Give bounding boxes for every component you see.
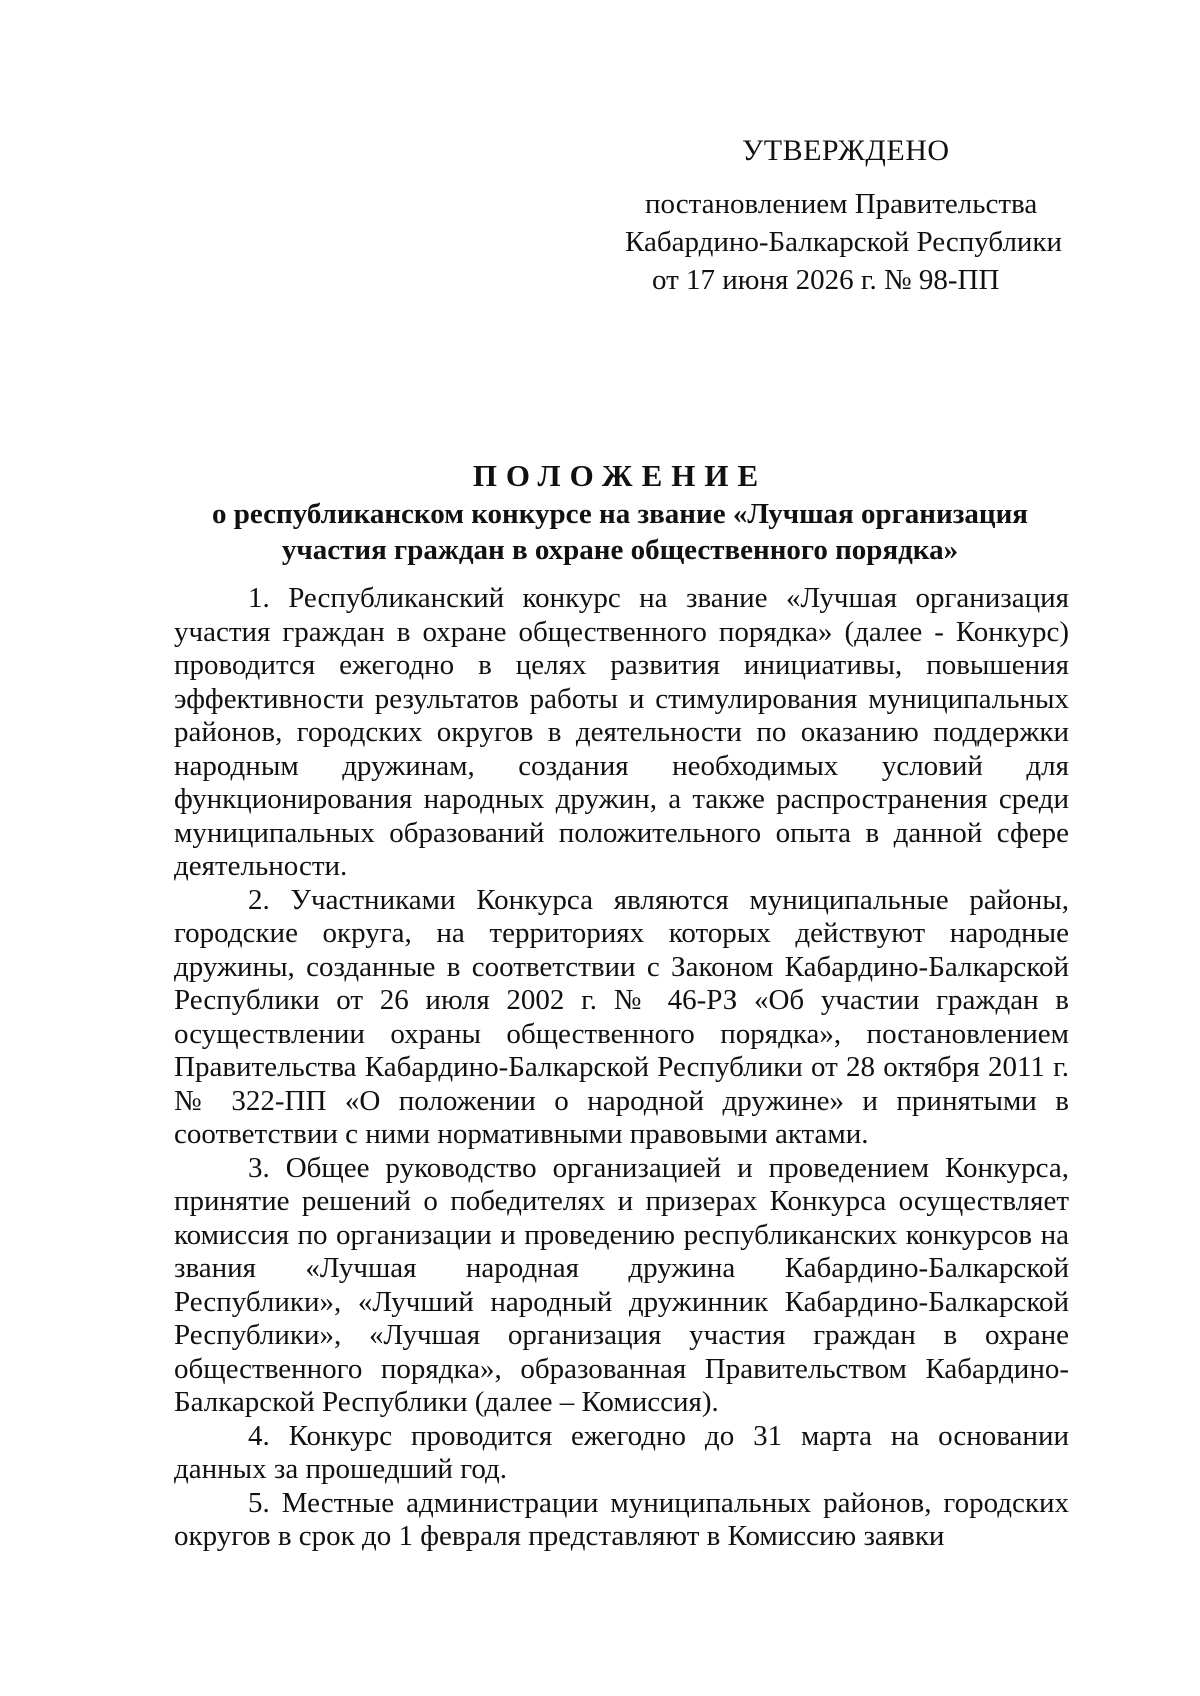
document-body: [174, 582, 1069, 1554]
paragraph-1: 1. Республиканский конкурс на звание «Лучшая организация участия граждан в охране общественного порядка» (далее - Конкурс) проводится ежегодно в целях развития инициативы, повышения эффективности результатов работы и стимулирования муниципальных районов, городских округов в деятельности по оказанию поддержки народным дружинам, создания необходимых условий для функционирования народных дружин, а также распространения среди муниципальных образований положительного опыта в данной сфере деятельности.: [174, 582, 1069, 882]
approval-decree-line: постановлением Правительства: [645, 188, 1038, 220]
approval-block: [625, 132, 1085, 299]
paragraph-4: 4. Конкурс проводится ежегодно до 31 марта на основании данных за прошедший год.: [174, 1419, 1069, 1485]
document-title: ПОЛОЖЕНИЕ: [472, 458, 768, 493]
paragraph-3: 3. Общее руководство организацией и проведением Конкурса, принятие решений о победителях и призерах Конкурса осуществляет комиссия по организации и проведению республиканских конкурсов на звания «Лучшая народная дружина Кабардино-Балкарской Республики», «Лучший народный дружинник Кабардино-Балкарской Республики», «Лучшая организация участия граждан в охране общественного порядка», образованная Правительством Кабардино-Балкарской Республики (далее – Комиссия).: [174, 1151, 1069, 1418]
approval-date-line: от 17 июня 2026 г. № 98-ПП: [652, 264, 1000, 296]
paragraph-2: 2. Участниками Конкурса являются муниципальные районы, городские округа, на территориях которых действуют народные дружины, созданные в соответствии с Законом Кабардино-Балкарской Республики от 26 июля 2002 г. № 46-РЗ «Об участии граждан в осуществлении охраны общественного порядка», постановлением Правительства Кабардино-Балкарской Республики от 28 октября 2011 г. № 322-ПП «О положении о народной дружине» и принятыми в соответствии с ними нормативными правовыми актами.: [174, 883, 1069, 1150]
document-subtitle-line-1: о республиканском конкурсе на звание «Лучшая организация: [212, 498, 1028, 530]
paragraph-5: 5. Местные администрации муниципальных районов, городских округов в срок до 1 февраля представляют в Комиссию заявки: [174, 1486, 1069, 1552]
document-subtitle-line-2: участия граждан в охране общественного порядка»: [281, 534, 959, 566]
document-title-block: [170, 458, 1070, 568]
approval-stamp: УТВЕРЖДЕНО: [742, 134, 950, 167]
approval-government-line: Кабардино-Балкарской Республики: [625, 226, 1063, 258]
